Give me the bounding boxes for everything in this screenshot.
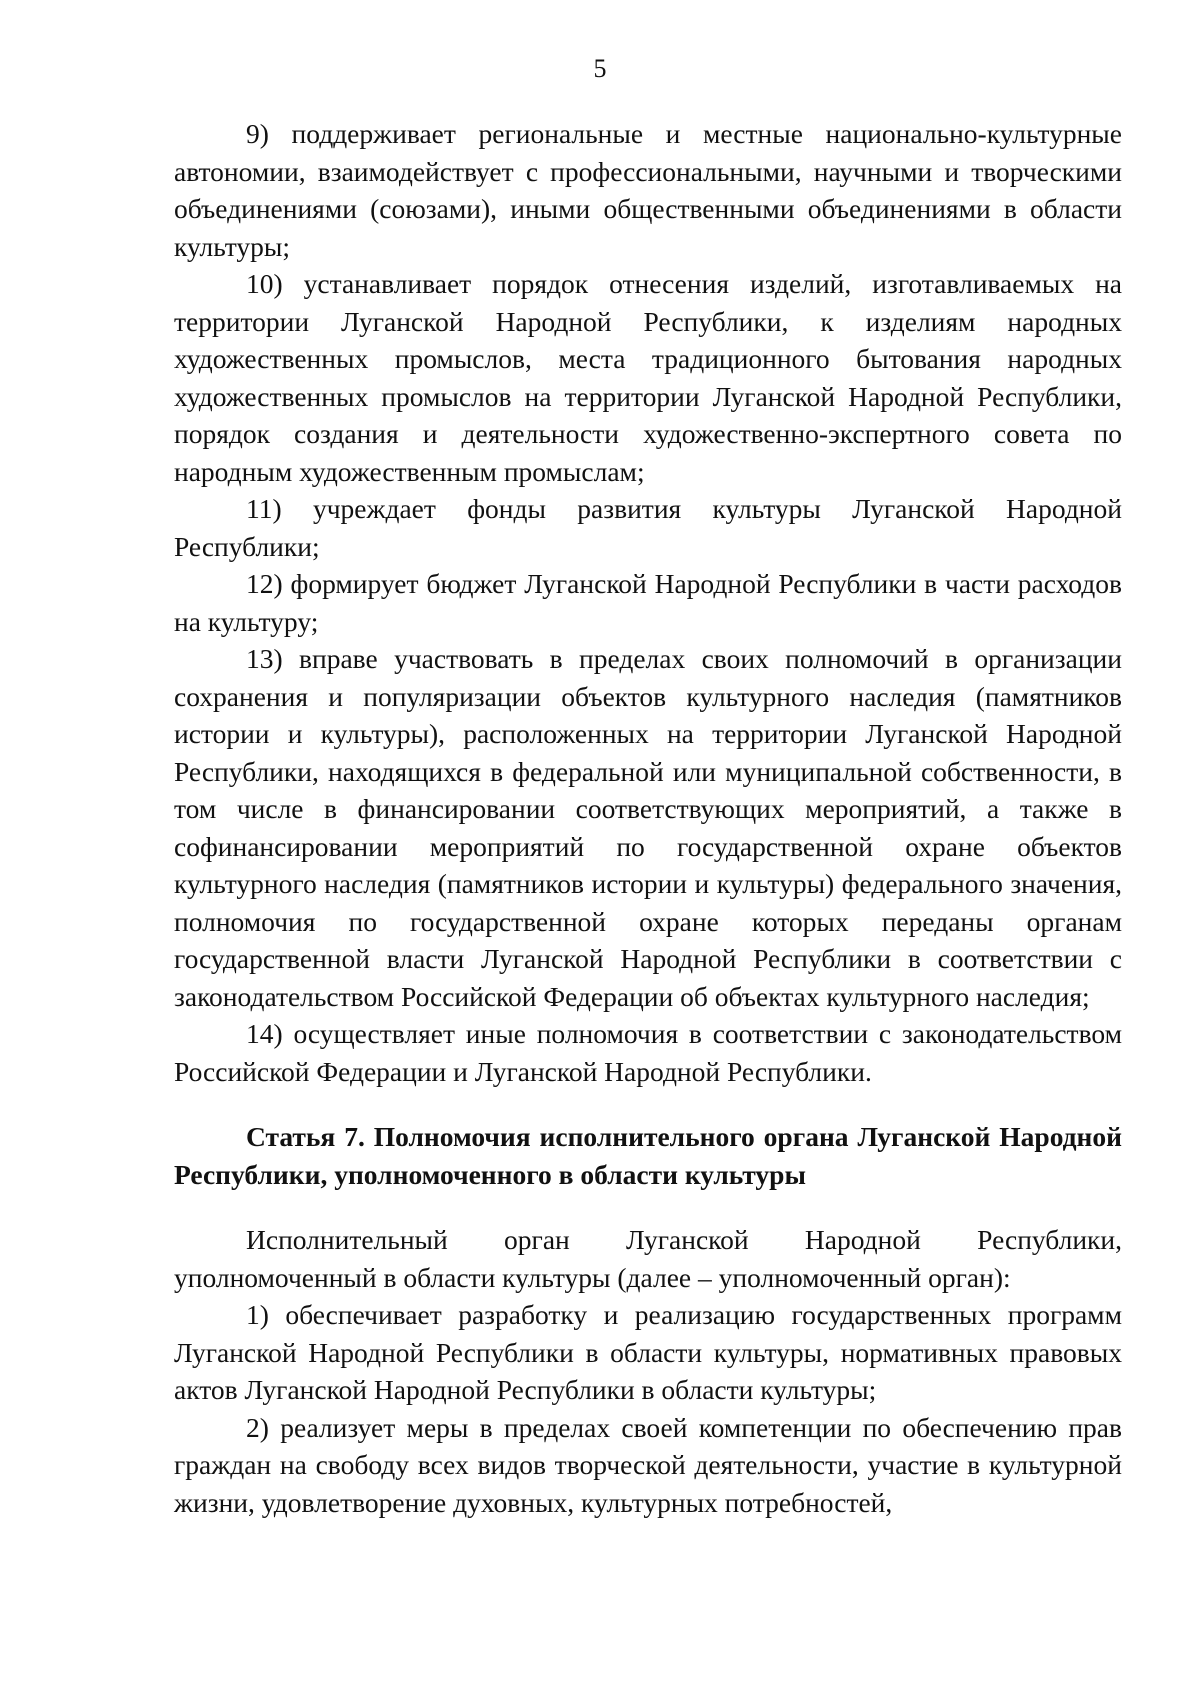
page-number: 5: [593, 54, 607, 83]
list-item-10: 10) устанавливает порядок отнесения изделий, изготавливаемых на территории Луганской Народной Республики, к изделиям народных художественных промыслов, места традиционного бытования народных художественных промыслов на территории Луганской Народной Республики, порядок создания и деятельности художественно-экспертного совета по народным художественным промыслам;: [174, 268, 1122, 487]
list-item-9: 9) поддерживает региональные и местные национально-культурные автономии, взаимодействует с профессиональными, научными и творческими объединениями (союзами), иными общественными объединениями в области культуры;: [174, 118, 1122, 262]
document-body: [174, 115, 1122, 1521]
article-heading: Статья 7. Полномочия исполнительного органа Луганской Народной Республики, уполномоченного в области культуры: [174, 1121, 1122, 1190]
list-item-12: 12) формирует бюджет Луганской Народной Республики в части расходов на культуру;: [174, 568, 1122, 637]
list-item-11: 11) учреждает фонды развития культуры Луганской Народной Республики;: [174, 493, 1122, 562]
list-item-14: 14) осуществляет иные полномочия в соответствии с законодательством Российской Федерации и Луганской Народной Республики.: [174, 1018, 1122, 1087]
list-item-2: 2) реализует меры в пределах своей компетенции по обеспечению прав граждан на свободу всех видов творческой деятельности, участие в культурной жизни, удовлетворение духовных, культурных потребностей,: [174, 1411, 1122, 1518]
intro-paragraph: Исполнительный орган Луганской Народной Республики, уполномоченный в области культуры (далее – уполномоченный орган):: [174, 1224, 1122, 1293]
list-item-13: 13) вправе участвовать в пределах своих полномочий в организации сохранения и популяризации объектов культурного наследия (памятников истории и культуры), расположенных на территории Луганской Народной Республики, находящихся в федеральной или муниципальной собственности, в том числе в финансировании соответствующих мероприятий, а также в софинансировании мероприятий по государственной охране объектов культурного наследия (памятников истории и культуры) федерального значения, полномочия по государственной охране которых переданы органам государственной власти Луганской Народной Республики в соответствии с законодательством Российской Федерации об объектах культурного наследия;: [174, 643, 1122, 1012]
list-item-1: 1) обеспечивает разработку и реализацию государственных программ Луганской Народной Республики в области культуры, нормативных правовых актов Луганской Народной Республики в области культуры;: [174, 1299, 1122, 1405]
